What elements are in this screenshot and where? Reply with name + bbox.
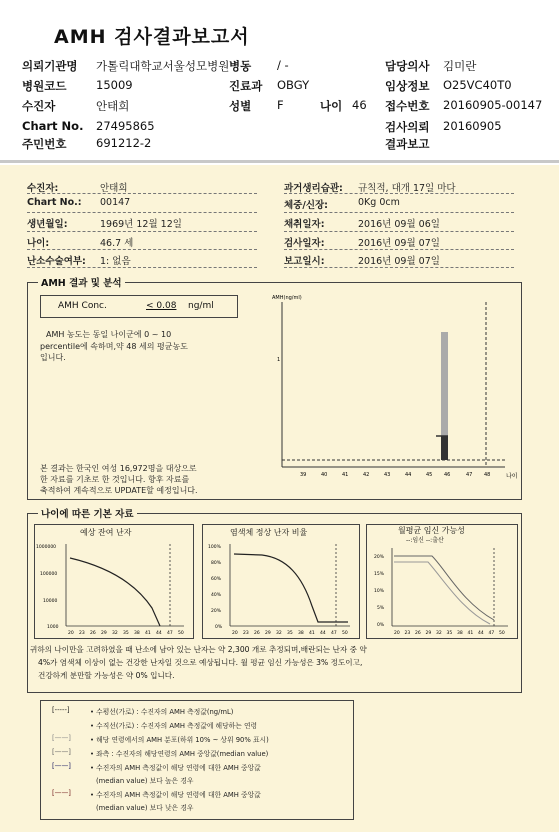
amh-footnote-2: 한 자료를 기초로 한 것입니다. 향후 자료를	[40, 475, 190, 484]
c3-x-ticks	[232, 630, 348, 636]
c2-x-tick: 32	[112, 631, 118, 636]
normal-egg-ratio-chart	[202, 536, 358, 637]
pregnancy-chance-title: 월평균 임신 가능성	[398, 526, 465, 535]
c2-x-tick: 44	[156, 631, 162, 636]
row-divider	[284, 249, 514, 250]
p-birth-value: 1969년 12월 12일	[100, 219, 182, 230]
legend-mark: [-----]	[52, 706, 70, 714]
c2-x-tick: 47	[167, 631, 173, 636]
clinical-info-value: O25VC40T0	[443, 78, 512, 92]
c4-x-tick: 26	[415, 631, 421, 636]
amh-x-tick: 42	[363, 472, 370, 478]
c4-y-tick: 10%	[374, 589, 385, 594]
report-title: AMH 검사결과보고서	[54, 26, 250, 48]
c2-y-tick: 1000	[47, 625, 59, 630]
age-section-title: 나이에 따른 기본 자료	[38, 506, 137, 520]
pregnancy-chance-chart	[366, 540, 516, 637]
remaining-eggs-title: 예상 잔여 난자	[80, 528, 132, 537]
remaining-eggs-chart	[34, 536, 192, 637]
c3-x-tick: 26	[254, 631, 260, 636]
row-divider	[284, 212, 514, 213]
c4-x-tick: 32	[436, 631, 442, 636]
doctor-value: 김미란	[443, 59, 477, 73]
amh-xlabel: 나이	[506, 473, 518, 480]
age-label: 나이	[320, 99, 343, 113]
legend-mark: [——]	[52, 762, 71, 770]
c2-x-ticks	[68, 630, 184, 636]
clinical-info-label: 임상정보	[385, 79, 430, 93]
amh-conc-value: < 0.08	[146, 301, 177, 311]
c4-x-tick: 41	[467, 631, 474, 636]
amh-desc-1: AMH 농도는 동일 나이군에 0 ~ 10	[46, 330, 172, 339]
legend-text: (median value) 보다 높은 경우	[96, 777, 194, 785]
c4-y-tick: 20%	[374, 555, 385, 560]
amh-x-tick: 44	[405, 472, 412, 478]
amh-y-tick: 1	[277, 357, 281, 363]
p-surgery-value: 1: 없음	[100, 256, 131, 267]
legend-text: • 수진자의 AMH 측정값이 해당 연령에 대한 AMH 중앙값	[90, 764, 261, 772]
p-patient-label: 수진자:	[27, 183, 59, 194]
c4-x-ticks	[394, 630, 505, 636]
c2-y-tick: 10000	[43, 599, 58, 604]
amh-conc-unit: ng/ml	[188, 301, 214, 311]
c2-x-tick: 50	[178, 631, 184, 636]
c3-x-tick: 44	[320, 631, 326, 636]
resident-label: 주민번호	[22, 137, 67, 151]
amh-x-tick: 46	[444, 472, 451, 478]
row-divider	[27, 267, 257, 268]
p-birth-label: 생년월일:	[27, 219, 68, 230]
c3-y-tick: 80%	[211, 561, 222, 566]
c3-x-tick: 50	[342, 631, 348, 636]
c4-x-tick: 50	[499, 631, 505, 636]
legend-box	[40, 700, 354, 820]
normal-egg-ratio-title: 염색체 정상 난자 비율	[230, 528, 308, 537]
summary-line-3: 건강하게 분만할 가능성은 약 0% 입니다.	[38, 671, 175, 680]
legend-mark: [——]	[52, 748, 71, 756]
c2-x-tick: 29	[101, 631, 107, 636]
institution-label: 의뢰기관명	[22, 59, 78, 73]
p-test-label: 검사일자:	[284, 238, 325, 249]
request-value: 20160905	[443, 119, 502, 133]
c2-x-tick: 35	[123, 631, 129, 636]
legend-text: • 수평선(가로) : 수진자의 AMH 측정값(ng/mL)	[90, 708, 234, 716]
request-label: 검사의뢰	[385, 120, 430, 134]
chart-no-value: 27495865	[96, 119, 155, 133]
amh-footnote-1: 본 결과는 한국인 여성 16,972명을 대상으로	[40, 464, 197, 473]
p-history-label: 과거생리습관:	[284, 183, 343, 194]
clinic-value: OBGY	[277, 78, 310, 92]
c2-x-tick: 26	[90, 631, 96, 636]
p-patient-value: 안태희	[100, 183, 128, 194]
amh-x-tick: 45	[426, 472, 433, 478]
amh-desc-3: 입니다.	[40, 353, 66, 362]
pregnancy-curve	[394, 556, 494, 620]
c3-x-tick: 35	[287, 631, 293, 636]
amh-section-title: AMH 결과 및 분석	[38, 275, 125, 289]
amh-conc-label: AMH Conc.	[58, 301, 107, 311]
row-divider	[27, 193, 257, 194]
normal-egg-ratio-curve	[234, 554, 348, 622]
p-body-value: 0Kg 0cm	[358, 197, 400, 208]
c2-x-tick: 23	[79, 631, 85, 636]
legend-text: • 수직선(가로) : 수진자의 AMH 측정값에 해당하는 연령	[90, 722, 258, 730]
c4-x-tick: 38	[457, 631, 463, 636]
c3-y-tick: 0%	[215, 625, 223, 630]
row-divider	[27, 249, 257, 250]
p-draw-value: 2016년 09월 06일	[358, 219, 440, 230]
sex-value: F	[277, 98, 284, 112]
summary-line-1: 귀하의 나이만을 고려하였을 때 난소에 남아 있는 난자는 약 2,300 개로 추정되며,배란되는 난자 중 약	[30, 645, 367, 654]
row-divider	[27, 212, 257, 213]
c4-x-tick: 44	[478, 631, 484, 636]
legend-text: • 해당 연령에서의 AMH 분포(하위 10% ~ 상위 90% 표시)	[90, 736, 269, 744]
pregnancy-chance-legend: --:임신 --:출산	[406, 537, 444, 544]
c4-x-tick: 23	[404, 631, 411, 636]
legend-mark: [——]	[52, 734, 71, 742]
amh-x-tick: 40	[321, 472, 328, 478]
p-chart-value: 00147	[100, 197, 131, 208]
p-report-value: 2016년 09월 07일	[358, 256, 440, 267]
row-divider	[27, 231, 257, 232]
c4-y-tick: 5%	[377, 606, 385, 611]
c2-y-tick: 1000000	[36, 545, 57, 550]
c3-x-tick: 32	[276, 631, 282, 636]
legend-text: • 좌측 : 수진자의 해당연령의 AMH 중앙값(median value)	[90, 750, 269, 758]
report-label: 결과보고	[385, 137, 430, 151]
receipt-label: 접수번호	[385, 99, 430, 113]
amh-chart	[268, 290, 520, 490]
c4-x-tick: 29	[425, 631, 432, 636]
receipt-value: 20160905-00147	[443, 98, 543, 112]
row-divider	[284, 193, 514, 194]
c3-x-tick: 29	[265, 631, 271, 636]
c3-x-tick: 47	[331, 631, 337, 636]
amh-x-ticks	[300, 472, 490, 478]
chart-no-label: Chart No.	[22, 119, 84, 133]
p-chart-label: Chart No.:	[27, 197, 82, 208]
clinic-label: 진료과	[229, 79, 263, 93]
row-divider	[284, 267, 514, 268]
p-age-value: 46.7 세	[100, 238, 134, 249]
c3-x-tick: 23	[243, 631, 249, 636]
amh-desc-2: percentile에 속하며,약 48 세의 평균농도	[40, 342, 188, 351]
sex-label: 성별	[229, 99, 252, 113]
amh-x-tick: 48	[484, 472, 491, 478]
ward-value: / -	[277, 58, 289, 72]
age-value: 46	[352, 98, 367, 112]
c3-y-tick: 100%	[208, 545, 221, 550]
c4-x-tick: 35	[446, 631, 453, 636]
c3-y-tick: 60%	[211, 577, 222, 582]
c3-x-tick: 20	[232, 631, 238, 636]
remaining-eggs-curve	[70, 558, 160, 626]
c3-y-tick: 40%	[211, 593, 222, 598]
legend-mark: [——]	[52, 789, 71, 797]
row-divider	[284, 231, 514, 232]
c4-x-tick: 20	[394, 631, 400, 636]
p-report-label: 보고일시:	[284, 256, 325, 267]
c3-y-tick: 20%	[211, 609, 222, 614]
ward-label: 병동	[229, 59, 252, 73]
institution-value: 가톨릭대학교서울성모병원	[96, 59, 230, 73]
c3-x-tick: 41	[309, 631, 315, 636]
amh-ylabel: AMH(ng/ml)	[272, 295, 302, 301]
doctor-label: 담당의사	[385, 59, 430, 73]
c2-y-tick: 100000	[40, 572, 58, 577]
c2-x-tick: 20	[68, 631, 74, 636]
patient-label: 수진자	[22, 99, 56, 113]
amh-x-tick: 39	[300, 472, 307, 478]
p-age-label: 나이:	[27, 238, 50, 249]
c2-x-tick: 41	[145, 631, 151, 636]
c3-x-tick: 38	[298, 631, 304, 636]
amh-x-tick: 41	[342, 472, 349, 478]
p-history-value: 규칙적, 대개 17일 마다	[358, 183, 456, 194]
hospital-code-label: 병원코드	[22, 79, 67, 93]
c4-x-tick: 47	[488, 631, 495, 636]
amh-x-tick: 47	[466, 472, 473, 478]
c2-x-tick: 38	[134, 631, 140, 636]
amh-median-bar	[441, 436, 448, 460]
legend-text: • 수진자의 AMH 측정값이 해당 연령에 대한 AMH 중앙값	[90, 791, 261, 799]
patient-value: 안태희	[96, 99, 130, 113]
hospital-code-value: 15009	[96, 78, 133, 92]
amh-footnote-3: 축적하여 계속적으로 UPDATE할 예정입니다.	[40, 486, 198, 495]
header-separator	[0, 160, 559, 163]
p-body-label: 체중/신장:	[284, 200, 328, 211]
c4-y-tick: 15%	[374, 572, 385, 577]
p-draw-label: 채취일자:	[284, 219, 325, 230]
birth-curve	[394, 562, 490, 624]
legend-text: (median value) 보다 낮은 경우	[96, 804, 194, 812]
amh-x-tick: 43	[384, 472, 391, 478]
p-test-value: 2016년 09월 07일	[358, 238, 440, 249]
c4-y-tick: 0%	[377, 623, 385, 628]
summary-line-2: 4%가 염색체 이상이 없는 건강한 난자일 것으로 예상됩니다. 월 평균 임신 가능성은 3% 정도이고,	[38, 658, 363, 667]
amh-distribution-bar	[441, 332, 448, 436]
resident-value: 691212-2	[96, 136, 152, 150]
p-surgery-label: 난소수술여부:	[27, 256, 86, 267]
